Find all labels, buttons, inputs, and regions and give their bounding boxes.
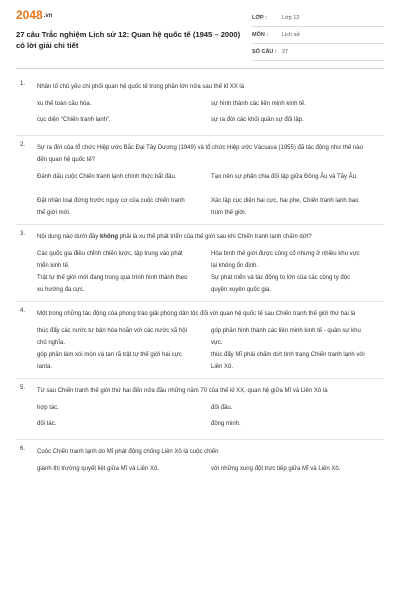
meta-key: MÔN : xyxy=(252,32,269,38)
answer-option[interactable]: hợp tác. xyxy=(37,405,59,411)
site-logo[interactable] xyxy=(16,8,52,22)
answer-option[interactable]: sự hình thành các liên minh kinh tế. xyxy=(211,101,306,107)
question-text: Sự ra đời của tổ chức Hiệp ước Bắc Đại Tây Dương (1949) và tổ chức Hiệp ước Vácsava (1955) đã tác động như thế nào đến quan hệ quốc tế? xyxy=(37,145,363,163)
question-item xyxy=(16,75,384,136)
meta-row-subject xyxy=(252,27,384,44)
answer-option[interactable]: đối tác. xyxy=(37,421,57,427)
question-number: 5. xyxy=(20,385,26,391)
answer-option[interactable]: Đặt nhân loại đứng trước nguy cơ của cuộc chiến tranh thế giới mới. xyxy=(37,198,185,216)
meta-value: Lớp 12 xyxy=(282,15,300,21)
meta-key: SỐ CÂU : xyxy=(252,49,277,55)
meta-table xyxy=(252,10,384,61)
answer-option[interactable]: đồng minh. xyxy=(211,421,241,427)
answer-option[interactable]: thúc đẩy các nước tư bản hòa hoãn với các nước xã hội chủ nghĩa. xyxy=(37,328,187,346)
header-divider xyxy=(16,68,384,69)
answer-options xyxy=(37,93,384,135)
answer-options xyxy=(37,243,384,301)
question-text: Cuộc Chiến tranh lạnh do Mĩ phát động chống Liên Xô là cuộc chiến xyxy=(37,449,219,455)
answer-options xyxy=(37,458,384,492)
answer-option[interactable]: Trật tự thế giới mới đang trong quá trình hình thành theo xu hướng đa cực. xyxy=(37,275,188,293)
answer-option[interactable]: sự ra đời các khối quân sự đối lập. xyxy=(211,117,304,123)
question-item xyxy=(16,225,384,302)
meta-row-count xyxy=(252,44,384,61)
question-text: Từ sau Chiến tranh thế giới thứ hai đến nửa đầu những năm 70 của thế kỉ XX, quan hệ giữa Mĩ và Liên Xô là xyxy=(37,388,328,394)
page-title: 27 câu Trắc nghiệm Lịch sử 12: Quan hệ quốc tế (1945 – 2000) có lời giải chi tiết xyxy=(16,30,241,50)
question-item xyxy=(16,136,384,225)
question-item xyxy=(16,379,384,440)
question-text: Nội dung nào dưới đây không phải là xu thế phát triển của thế giới sau khi Chiến tranh lạnh chấm dứt? xyxy=(37,234,312,240)
question-number: 2. xyxy=(20,142,26,148)
answer-option[interactable]: Đánh dấu cuộc Chiến tranh lạnh chính thức bắt đầu. xyxy=(37,174,177,180)
answer-options xyxy=(37,397,384,439)
question-number: 4. xyxy=(20,308,26,314)
answer-option[interactable]: cục diện “Chiến tranh lạnh”. xyxy=(37,117,111,123)
answer-option[interactable]: thúc đẩy Mĩ phải chấm dứt tình trạng Chiến tranh lạnh với Liên Xô. xyxy=(211,352,365,370)
meta-value: Lịch sử xyxy=(282,32,301,38)
question-text: Một trong những tác động của phong trào giải phóng dân tộc đối với quan hệ quốc tế sau Chiến tranh thế giới thứ hai là xyxy=(37,311,356,317)
question-item xyxy=(16,440,384,492)
answer-options xyxy=(37,166,384,224)
answer-option[interactable]: Hòa bình thế giới được củng cố nhưng ở nhiều khu vực lại không ổn định. xyxy=(211,251,360,269)
answer-option[interactable]: góp phần hình thành các liên minh kinh tế - quân sự khu vực. xyxy=(211,328,361,346)
answer-option[interactable]: Tạo nên sự phân chia đối lập giữa Đông Âu và Tây Âu. xyxy=(211,174,358,180)
answer-option[interactable]: góp phần làm xói mòn và tan rã trật tự thế giới hai cực Ianta. xyxy=(37,352,182,370)
answer-option[interactable]: với những xung đột trực tiếp giữa Mĩ và Liên Xô. xyxy=(211,466,341,472)
emphasis-word: không xyxy=(100,234,118,240)
logo-suffix: .vn xyxy=(43,12,53,19)
question-number: 6. xyxy=(20,446,26,452)
logo-text: 2048 xyxy=(16,8,43,22)
meta-value: 27 xyxy=(282,49,289,55)
answer-options xyxy=(37,320,384,378)
answer-option[interactable]: xu thế toàn cầu hóa. xyxy=(37,101,92,107)
answer-option[interactable]: đối đầu. xyxy=(211,405,233,411)
meta-key: LỚP : xyxy=(252,15,267,21)
answer-option[interactable]: Các quốc gia điều chỉnh chiến lược, tập trung vào phát triển kinh tế. xyxy=(37,251,183,269)
question-list xyxy=(0,75,400,492)
answer-option[interactable]: Xác lập cục diện hai cực, hai phe, Chiến tranh lạnh bao trùm thế giới. xyxy=(211,198,359,216)
answer-option[interactable]: Sự phát triển và tác động to lớn của các công ty độc quyền xuyên quốc gia. xyxy=(211,275,351,293)
meta-row-class xyxy=(252,10,384,27)
question-text: Nhân tố chủ yếu chi phối quan hệ quốc tế trong phần lớn nửa sau thế kỉ XX là xyxy=(37,84,245,90)
answer-option[interactable]: giành thị trường quyết liệt giữa Mĩ và Liên Xô. xyxy=(37,466,160,472)
question-number: 1. xyxy=(20,81,26,87)
question-item xyxy=(16,302,384,379)
question-number: 3. xyxy=(20,231,26,237)
header xyxy=(0,0,400,66)
